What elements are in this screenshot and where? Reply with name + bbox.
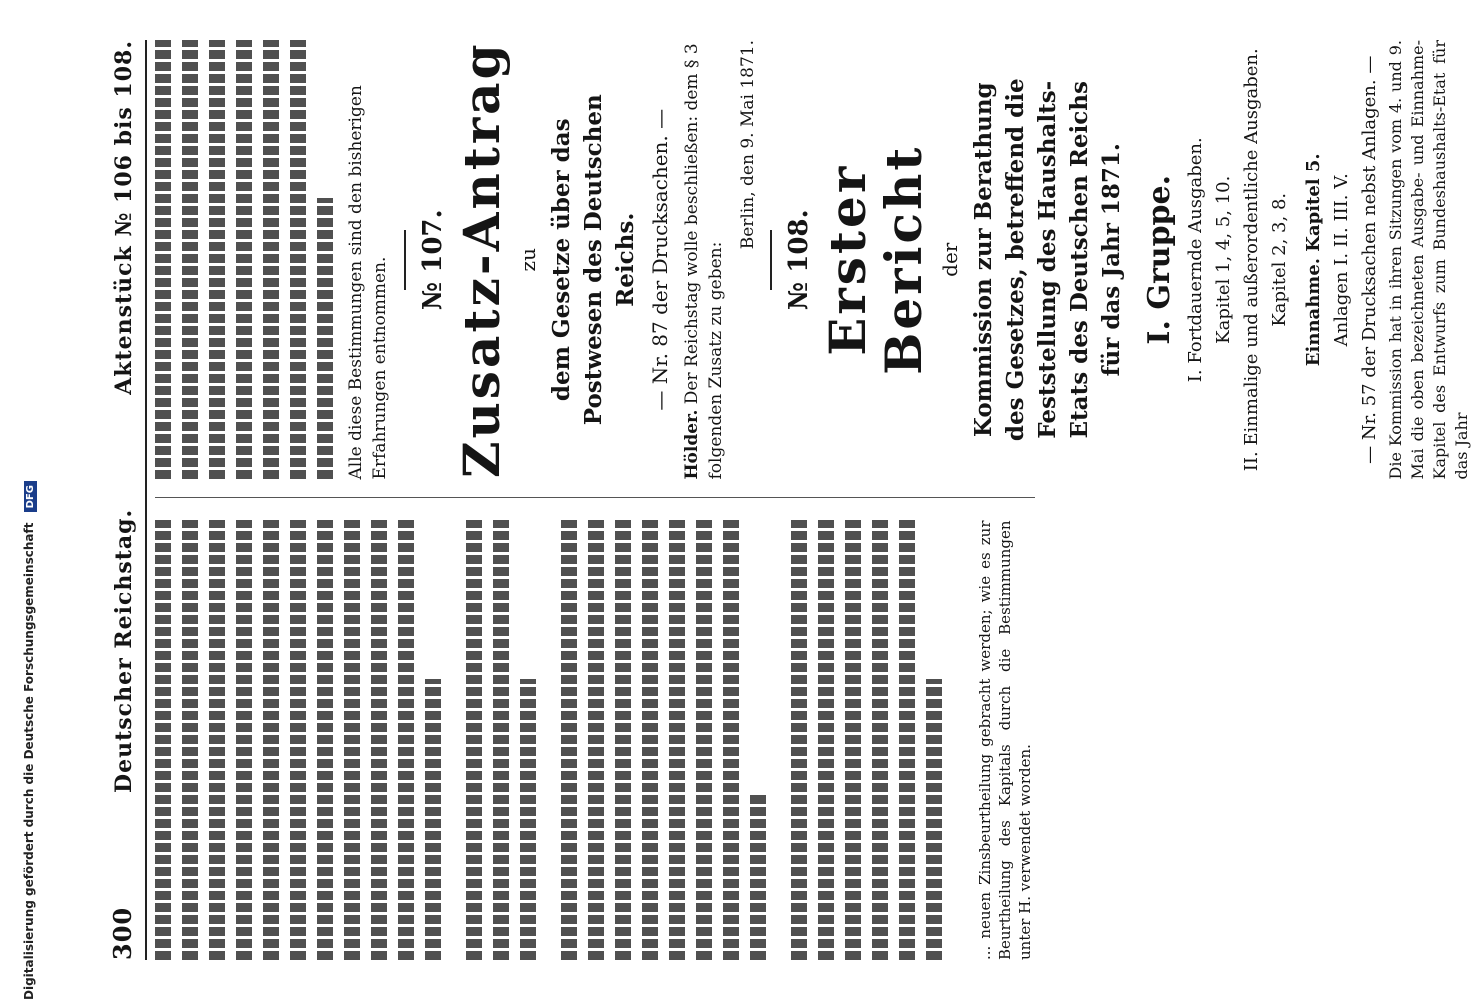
list-item: Kapitel 2, 3, 8. (1269, 192, 1290, 327)
text-columns (155, 40, 1471, 960)
left-column-text-block (155, 521, 1035, 961)
document-108-number: № 108. (784, 209, 814, 311)
right-column (155, 40, 1471, 499)
list-item: II. Einmalige und außerordentliche Ausgaben. (1241, 48, 1262, 472)
document-108-subtitle: der (938, 242, 962, 277)
section-divider (404, 230, 406, 290)
running-header (108, 40, 147, 960)
document-107-body: dem Gesetze über das Postwesen des Deutschen Reichs. (548, 94, 639, 426)
document-107-text (680, 40, 728, 480)
left-column (155, 521, 1035, 961)
document-108-final: Die Kommission hat in ihren Sitzungen vom 4. und 9. Mai die oben bezeichneten Ausgabe- und Einnahme-Kapitel des Entwurfs zum Bundeshaushalts-Etat für das Jahr (1386, 40, 1471, 480)
document-108-title: Erster Bericht (818, 144, 933, 375)
list-item: Kapitel 1, 4, 5, 10. (1213, 175, 1234, 344)
section-divider (770, 230, 772, 290)
section-title: Aktenstück № 106 bis 108. (111, 40, 137, 395)
document-108-reference: — Nr. 57 der Drucksachen nebst Anlagen. — (1359, 55, 1380, 464)
document-108-body: Kommission zur Berathung des Gesetzes, betreffend die Feststellung des Haushalts-Etats des Deutschen Reichs für das Jahr 1871. (970, 78, 1125, 442)
dfg-logo: DFG (24, 481, 37, 512)
digitization-credit: Digitalisierung gefördert durch die Deutsche Forschungsgemeinschaft DFG (22, 10, 37, 1000)
document-107-author: Hölder. (682, 409, 702, 480)
document-107-reference: — Nr. 87 der Drucksachen. — (648, 108, 672, 411)
list-item: I. Fortdauernde Ausgaben. (1185, 137, 1206, 383)
document-107-signature: Berlin, den 9. Mai 1871. (738, 40, 758, 250)
document-107-title: Zusatz-Antrag (452, 41, 511, 479)
digitization-credit-bar (0, 0, 36, 1000)
page-number: 300 (108, 906, 137, 960)
document-107-motion: Der Reichstag wolle beschließen: dem § 3 folgenden Zusatz zu geben: (682, 43, 726, 480)
group-heading: I. Gruppe. (1142, 174, 1177, 345)
publication-title: Deutscher Reichstag. (111, 508, 137, 793)
scanned-page (70, 0, 1471, 1000)
right-column-intro: Alle diese Bestimmungen sind den bisherigen Erfahrungen entnommen. (346, 85, 390, 480)
document-108 (784, 40, 1473, 480)
left-column-closing: ... neuen Zinsbeurtheilung gebracht werden; wie es zur Beurtheilung des Kapitals durch die Bestimmungen unter H. verwendet worden. (976, 520, 1034, 960)
document-107 (418, 40, 758, 480)
income-heading: Einnahme. Kapitel 5. (1303, 153, 1324, 367)
document-107-number: № 107. (418, 209, 448, 311)
document-107-subtitle: zu (516, 248, 540, 272)
income-attachments: Anlagen I. II. III. V. (1331, 173, 1352, 347)
